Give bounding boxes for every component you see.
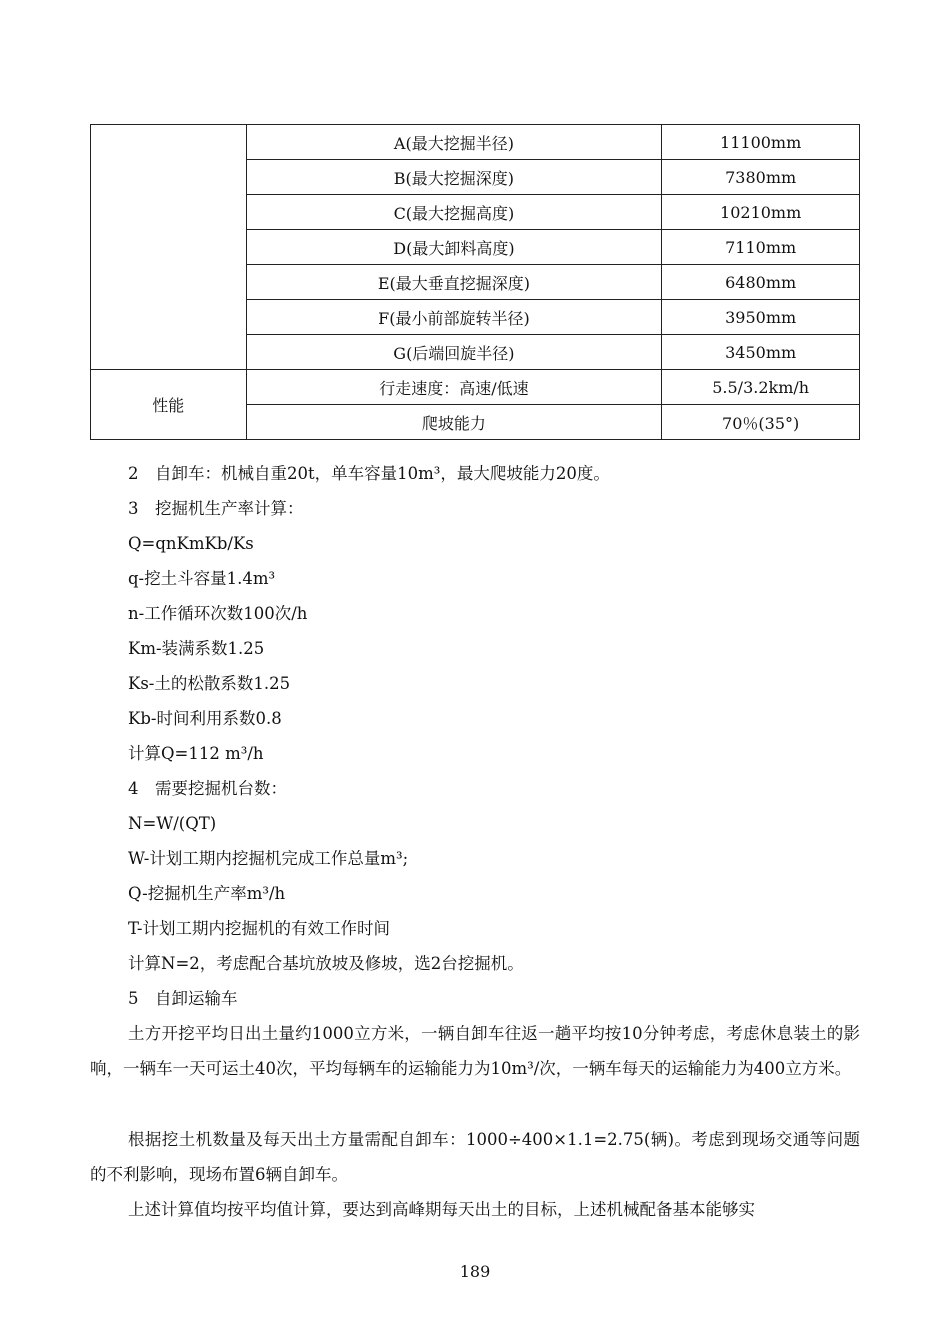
body-paragraph: 上述计算值均按平均值计算，要达到高峰期每天出土的目标，上述机械配备基本能够实 [128, 1200, 755, 1219]
formula-line: Q=qnKmKb/Ks [128, 534, 254, 553]
table-cell-value: 7380mm [662, 160, 860, 195]
table-cell-value: 5.5/3.2km/h [662, 370, 860, 405]
table-cell-value: 7110mm [662, 230, 860, 265]
parameter-line: Km-装满系数1.25 [128, 639, 265, 658]
table-cell-item: D(最大卸料高度) [246, 230, 662, 265]
spec-table [90, 124, 860, 440]
table-cell-item: C(最大挖掘高度) [246, 195, 662, 230]
dimension-group-cell [91, 125, 247, 370]
performance-label-cell: 性能 [91, 370, 247, 440]
table-cell-item: B(最大挖掘深度) [246, 160, 662, 195]
table-row [91, 125, 860, 160]
parameter-line: Q-挖掘机生产率m³/h [128, 884, 286, 903]
parameter-line: q-挖土斗容量1.4m³ [128, 569, 276, 588]
section-heading: 3 挖掘机生产率计算： [128, 499, 304, 518]
result-line: 计算Q=112 m³/h [128, 744, 264, 763]
table-row [91, 370, 860, 405]
body-paragraph: 根据挖土机数量及每天出土方量需配自卸车：1000÷400×1.1=2.75(辆)。考虑到现场交通等问题的不利影响，现场布置6辆自卸车。 [90, 1130, 860, 1184]
page-number: 189 [459, 1262, 491, 1281]
table-cell-item: 行走速度：高速/低速 [246, 370, 662, 405]
table-cell-item: F(最小前部旋转半径) [246, 300, 662, 335]
parameter-line: n-工作循环次数100次/h [128, 604, 308, 623]
parameter-line: T-计划工期内挖掘机的有效工作时间 [128, 919, 390, 938]
dump-truck-spec-line: 2 自卸车：机械自重20t，单车容量10m³，最大爬坡能力20度。 [128, 464, 610, 483]
table-cell-value: 70％(35°) [662, 405, 860, 440]
body-paragraph: 土方开挖平均日出土量约1000立方米，一辆自卸车往返一趟平均按10分钟考虑，考虑休息装土的影响，一辆车一天可运土40次，平均每辆车的运输能力为10m³/次，一辆车每天的运输能力为400立方米。 [90, 1024, 860, 1078]
section-heading: 4 需要挖掘机台数： [128, 779, 287, 798]
result-line: 计算N=2，考虑配合基坑放坡及修坡，选2台挖掘机。 [128, 954, 524, 973]
table-cell-value: 10210mm [662, 195, 860, 230]
table-cell-value: 11100mm [662, 125, 860, 160]
formula-line: N=W/(QT) [128, 814, 217, 833]
section-heading: 5 自卸运输车 [128, 989, 238, 1008]
table-cell-item: G(后端回旋半径) [246, 335, 662, 370]
table-cell-value: 3450mm [662, 335, 860, 370]
table-cell-value: 6480mm [662, 265, 860, 300]
table-cell-item: 爬坡能力 [246, 405, 662, 440]
parameter-line: Ks-土的松散系数1.25 [128, 674, 291, 693]
table-cell-item: A(最大挖掘半径) [246, 125, 662, 160]
parameter-line: Kb-时间利用系数0.8 [128, 709, 282, 728]
table-cell-item: E(最大垂直挖掘深度) [246, 265, 662, 300]
parameter-line: W-计划工期内挖掘机完成工作总量m³; [128, 849, 409, 868]
table-cell-value: 3950mm [662, 300, 860, 335]
